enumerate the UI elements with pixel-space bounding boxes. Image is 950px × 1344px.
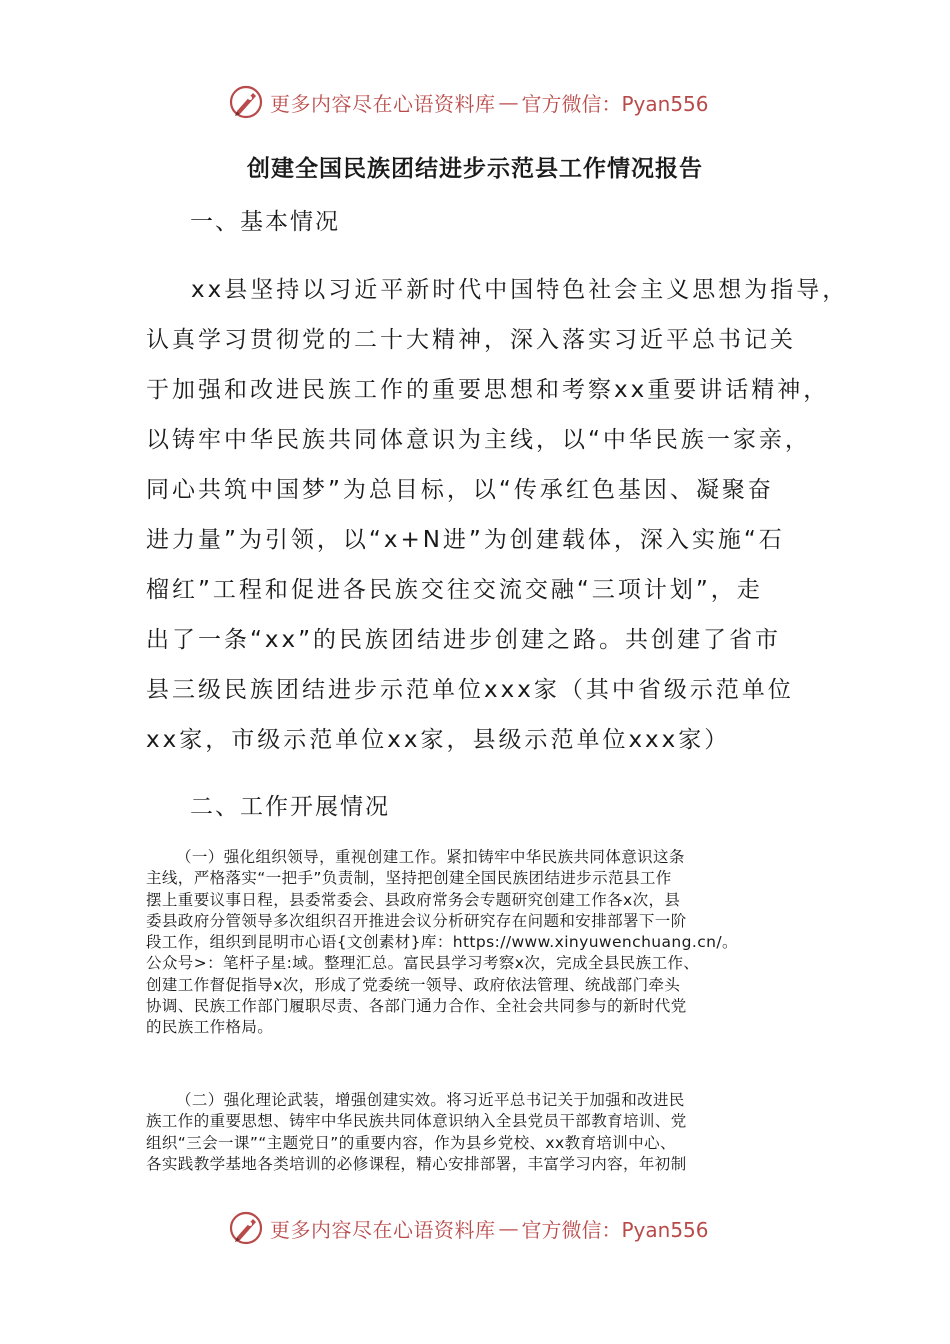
banner-separator: —	[498, 90, 519, 114]
body-line: 段工作，组织到昆明市心语{文创素材}库：https://www.xinyuwenchuang.cn/。	[146, 933, 738, 952]
body-line: xx家，市级示范单位xx家，县级示范单位xxx家）	[146, 727, 731, 753]
banner-separator: —	[498, 1216, 519, 1240]
body-line: 主线，严格落实“一把手”负责制，坚持把创建全国民族团结进步示范县工作	[146, 869, 672, 888]
banner-contact: 官方微信：Pyan556	[521, 91, 709, 116]
pen-logo-icon	[228, 84, 264, 120]
body-line: 组织“三会一课”“主题党日”的重要内容，作为县乡党校、xx教育培训中心、	[146, 1133, 676, 1152]
body-line: 同心共筑中国梦”为总目标，以“传承红色基因、凝聚奋	[146, 477, 774, 503]
section-heading-work: 二、工作开展情况	[190, 794, 390, 820]
section1-body	[146, 265, 849, 765]
section2-para2	[146, 1090, 806, 1175]
banner-text: 更多内容尽在心语资料库	[270, 1217, 496, 1242]
body-line: 委县政府分管领导多次组织召开推进会议分析研究存在问题和安排部署下一阶	[146, 911, 687, 930]
section-heading-basic: 一、基本情况	[190, 209, 340, 235]
body-line: 摆上重要议事日程，县委常委会、县政府常务会专题研究创建工作各x次，县	[146, 890, 681, 909]
banner-text: 更多内容尽在心语资料库	[270, 91, 496, 116]
body-line: （一）强化组织领导，重视创建工作。紧扣铸牢中华民族共同体意识这条	[176, 848, 685, 866]
body-line: 的民族工作格局。	[146, 1018, 274, 1037]
header-watermark-banner	[228, 82, 709, 122]
body-line: 协调、民族工作部门履职尽责、各部门通力合作、全社会共同参与的新时代党	[146, 997, 687, 1016]
body-line: 族工作的重要思想、铸牢中华民族共同体意识纳入全县党员干部教育培训、党	[146, 1112, 687, 1131]
body-line: 创建工作督促指导x次，形成了党委统一领导、政府依法管理、统战部门牵头	[146, 975, 681, 994]
body-line: 出了一条“xx”的民族团结进步创建之路。共创建了省市	[146, 627, 782, 653]
body-line: 认真学习贯彻党的二十大精神，深入落实习近平总书记关	[146, 327, 796, 353]
body-line: 县三级民族团结进步示范单位xxx家（其中省级示范单位	[146, 677, 794, 703]
footer-watermark-banner	[228, 1208, 709, 1248]
body-line: 榴红”工程和促进各民族交往交流交融“三项计划”，走	[146, 577, 763, 603]
body-line: 进力量”为引领，以“x+N进”为创建载体，深入实施“石	[146, 527, 785, 553]
pen-logo-icon	[228, 1210, 264, 1246]
body-line: （二）强化理论武装，增强创建实效。将习近平总书记关于加强和改进民	[176, 1091, 685, 1109]
body-line: 于加强和改进民族工作的重要思想和考察xx重要讲话精神，	[146, 377, 830, 403]
document-title: 创建全国民族团结进步示范县工作情况报告	[247, 156, 703, 182]
body-line: 以铸牢中华民族共同体意识为主线，以“中华民族一家亲，	[146, 427, 811, 453]
section2-para1	[146, 847, 806, 1039]
banner-contact: 官方微信：Pyan556	[521, 1217, 709, 1242]
body-line: 各实践教学基地各类培训的必修课程，精心安排部署，丰富学习内容，年初制	[146, 1154, 687, 1173]
body-line: xx县坚持以习近平新时代中国特色社会主义思想为指导，	[191, 277, 849, 303]
body-line: 公众号>：笔杆子星:域。整理汇总。富民县学习考察x次，完成全县民族工作、	[146, 954, 700, 973]
